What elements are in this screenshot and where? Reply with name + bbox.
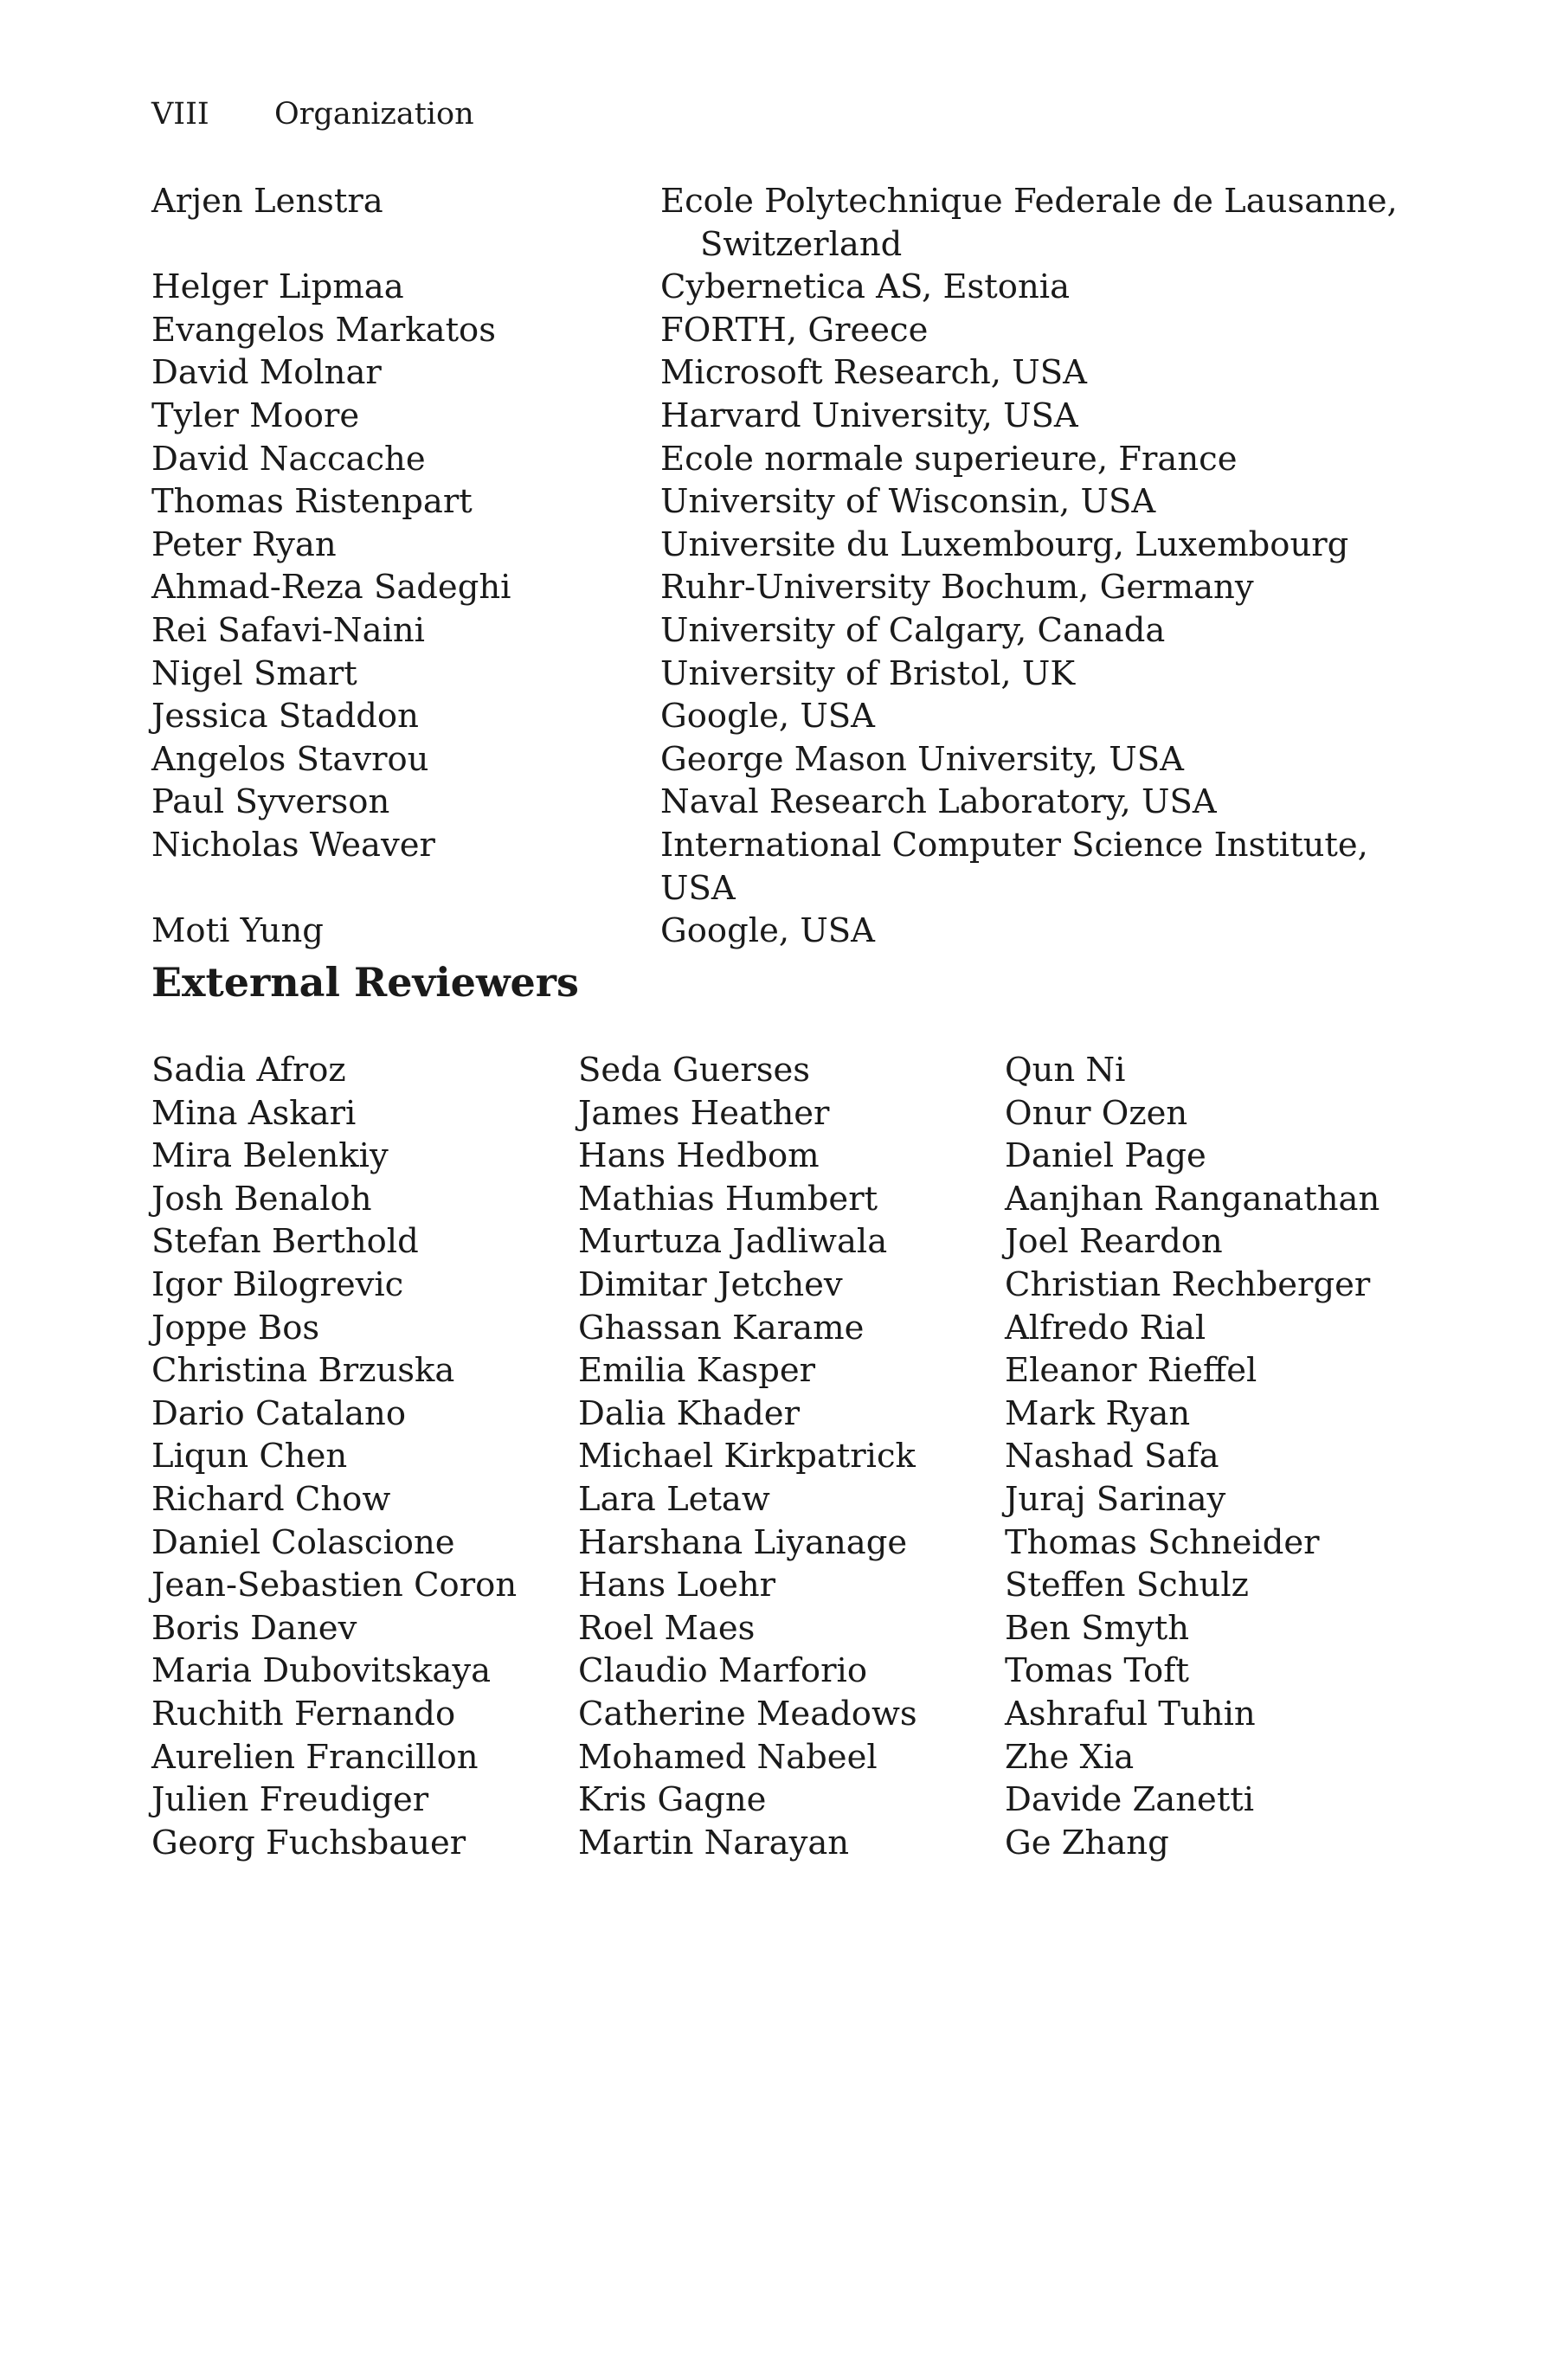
- reviewer-name: Qun Ni: [1005, 1051, 1126, 1090]
- committee-member-row: [151, 653, 1415, 696]
- reviewer-name: Claudio Marforio: [578, 1651, 867, 1691]
- reviewer-name: Richard Chow: [151, 1479, 391, 1519]
- reviewer-name: Ruchith Fernando: [151, 1694, 456, 1734]
- reviewer-name: Jean-Sebastien Coron: [151, 1566, 518, 1605]
- reviewer-name: Boris Danev: [151, 1608, 357, 1648]
- affiliation-line: Microsoft Research, USA: [660, 353, 1087, 393]
- member-affiliation: [660, 480, 1415, 524]
- reviewer-name: Tomas Toft: [1005, 1651, 1189, 1691]
- affiliation-line: George Mason University, USA: [660, 739, 1184, 779]
- reviewer-name: Catherine Meadows: [578, 1694, 917, 1734]
- affiliation-line: Harvard University, USA: [660, 396, 1078, 435]
- reviewer-name: Juraj Sarinay: [1005, 1479, 1226, 1519]
- reviewer-name: Zhe Xia: [1005, 1737, 1135, 1777]
- member-name: Tyler Moore: [151, 396, 360, 435]
- affiliation-line: Naval Research Laboratory, USA: [660, 782, 1217, 822]
- committee-member-row: [151, 438, 1415, 481]
- reviewer-name: Dimitar Jetchev: [578, 1264, 843, 1304]
- reviewer-name: Stefan Berthold: [151, 1222, 419, 1262]
- reviewer-name: Maria Dubovitskaya: [151, 1651, 492, 1691]
- reviewer-name: Liqun Chen: [151, 1437, 348, 1476]
- reviewer-name: Dario Catalano: [151, 1393, 407, 1433]
- affiliation-line: Universite du Luxembourg, Luxembourg: [660, 524, 1349, 564]
- reviewer-name: Thomas Schneider: [1005, 1522, 1320, 1562]
- reviewer-name: Harshana Liyanage: [578, 1522, 908, 1562]
- reviewer-name: Daniel Page: [1005, 1136, 1206, 1176]
- member-name: Arjen Lenstra: [151, 182, 383, 221]
- member-name: Nicholas Weaver: [151, 825, 435, 865]
- affiliation-line: Google, USA: [660, 911, 875, 951]
- member-name: Helger Lipmaa: [151, 267, 404, 307]
- reviewer-name: Sadia Afroz: [151, 1051, 346, 1090]
- reviewer-name: Martin Narayan: [578, 1823, 850, 1862]
- reviewer-name: Joppe Bos: [151, 1308, 320, 1348]
- member-affiliation: [660, 309, 1415, 352]
- committee-member-row: [151, 480, 1415, 524]
- reviewer-name: Joel Reardon: [1005, 1222, 1223, 1262]
- reviewer-name: Mina Askari: [151, 1093, 357, 1133]
- member-name: Peter Ryan: [151, 524, 337, 564]
- external-reviewers-list: [151, 1049, 1415, 1864]
- reviewer-name: Georg Fuchsbauer: [151, 1823, 466, 1862]
- reviewer-name: Hans Hedbom: [578, 1136, 820, 1176]
- member-name: Evangelos Markatos: [151, 310, 496, 350]
- program-committee-list: [151, 180, 1415, 953]
- member-affiliation: [660, 781, 1415, 824]
- affiliation-line: International Computer Science Institute, USA: [660, 825, 1368, 908]
- member-affiliation: [660, 824, 1415, 910]
- committee-member-row: [151, 824, 1415, 910]
- committee-member-row: [151, 309, 1415, 352]
- member-affiliation: [660, 180, 1415, 266]
- reviewer-name: Mohamed Nabeel: [578, 1737, 878, 1777]
- reviewer-name: Nashad Safa: [1005, 1437, 1219, 1476]
- reviewer-name: Mathias Humbert: [578, 1179, 878, 1219]
- member-name: David Naccache: [151, 439, 426, 479]
- reviewer-column: [151, 1049, 578, 1864]
- reviewer-column: [578, 1049, 1005, 1864]
- member-name: Jessica Staddon: [151, 697, 419, 737]
- reviewer-name: Emilia Kasper: [578, 1351, 816, 1391]
- member-name: Thomas Ristenpart: [151, 482, 473, 522]
- committee-member-row: [151, 781, 1415, 824]
- reviewer-name: Michael Kirkpatrick: [578, 1437, 916, 1476]
- member-name: Rei Safavi-Naini: [151, 610, 425, 650]
- section-title: Organization: [274, 97, 474, 132]
- reviewer-name: Davide Zanetti: [1005, 1780, 1255, 1820]
- reviewer-name: Mark Ryan: [1005, 1393, 1191, 1433]
- reviewer-name: Kris Gagne: [578, 1780, 767, 1820]
- reviewer-name: Ashraful Tuhin: [1005, 1694, 1256, 1734]
- reviewer-name: Josh Benaloh: [151, 1179, 372, 1219]
- committee-member-row: [151, 351, 1415, 395]
- affiliation-line: Ecole normale superieure, France: [660, 439, 1238, 479]
- committee-member-row: [151, 180, 1415, 266]
- reviewer-name: Christina Brzuska: [151, 1351, 455, 1391]
- member-affiliation: [660, 351, 1415, 395]
- committee-member-row: [151, 566, 1415, 609]
- committee-member-row: [151, 738, 1415, 782]
- member-affiliation: [660, 395, 1415, 438]
- reviewer-name: Daniel Colascione: [151, 1522, 455, 1562]
- committee-member-row: [151, 266, 1415, 309]
- affiliation-line: Google, USA: [660, 697, 875, 737]
- page-number: VIII: [151, 97, 209, 132]
- member-name: Angelos Stavrou: [151, 739, 429, 779]
- external-reviewers-heading: External Reviewers: [151, 959, 579, 1006]
- committee-member-row: [151, 695, 1415, 738]
- reviewer-name: Ghassan Karame: [578, 1308, 865, 1348]
- reviewer-name: Julien Freudiger: [151, 1780, 429, 1820]
- reviewer-name: Hans Loehr: [578, 1566, 776, 1605]
- affiliation-line: Cybernetica AS, Estonia: [660, 267, 1071, 307]
- affiliation-line: FORTH, Greece: [660, 310, 929, 350]
- affiliation-continuation: Switzerland: [700, 224, 903, 264]
- member-name: Moti Yung: [151, 911, 324, 951]
- reviewer-name: Lara Letaw: [578, 1479, 770, 1519]
- member-name: David Molnar: [151, 353, 382, 393]
- member-affiliation: [660, 695, 1415, 738]
- reviewer-name: Mira Belenkiy: [151, 1136, 389, 1176]
- affiliation-line: University of Wisconsin, USA: [660, 482, 1156, 522]
- reviewer-name: Roel Maes: [578, 1608, 756, 1648]
- member-affiliation: [660, 738, 1415, 782]
- member-affiliation: [660, 653, 1415, 696]
- reviewer-name: Ge Zhang: [1005, 1823, 1169, 1862]
- reviewer-column: [1005, 1049, 1415, 1864]
- member-name: Paul Syverson: [151, 782, 390, 822]
- member-affiliation: [660, 609, 1415, 653]
- reviewer-name: Christian Rechberger: [1005, 1264, 1371, 1304]
- member-affiliation: [660, 266, 1415, 309]
- committee-member-row: [151, 910, 1415, 953]
- reviewer-name: Seda Guerses: [578, 1051, 811, 1090]
- reviewer-name: Aanjhan Ranganathan: [1005, 1179, 1380, 1219]
- reviewer-name: Dalia Khader: [578, 1393, 800, 1433]
- reviewer-name: Alfredo Rial: [1005, 1308, 1206, 1348]
- committee-member-row: [151, 524, 1415, 567]
- member-affiliation: [660, 524, 1415, 567]
- reviewer-name: Onur Ozen: [1005, 1093, 1188, 1133]
- member-name: Nigel Smart: [151, 653, 357, 693]
- affiliation-line: Ecole Polytechnique Federale de Lausanne,: [660, 182, 1398, 221]
- reviewer-name: Aurelien Francillon: [151, 1737, 479, 1777]
- affiliation-line: University of Bristol, UK: [660, 653, 1076, 693]
- reviewer-name: Igor Bilogrevic: [151, 1264, 404, 1304]
- affiliation-line: Ruhr-University Bochum, Germany: [660, 568, 1254, 608]
- running-head: [151, 97, 474, 132]
- member-name: Ahmad-Reza Sadeghi: [151, 568, 511, 608]
- member-affiliation: [660, 438, 1415, 481]
- reviewer-name: Murtuza Jadliwala: [578, 1222, 888, 1262]
- committee-member-row: [151, 609, 1415, 653]
- reviewer-name: Eleanor Rieffel: [1005, 1351, 1257, 1391]
- member-affiliation: [660, 910, 1415, 953]
- affiliation-line: University of Calgary, Canada: [660, 610, 1166, 650]
- member-affiliation: [660, 566, 1415, 609]
- reviewer-name: James Heather: [578, 1093, 830, 1133]
- committee-member-row: [151, 395, 1415, 438]
- reviewer-name: Ben Smyth: [1005, 1608, 1190, 1648]
- reviewer-name: Steffen Schulz: [1005, 1566, 1249, 1605]
